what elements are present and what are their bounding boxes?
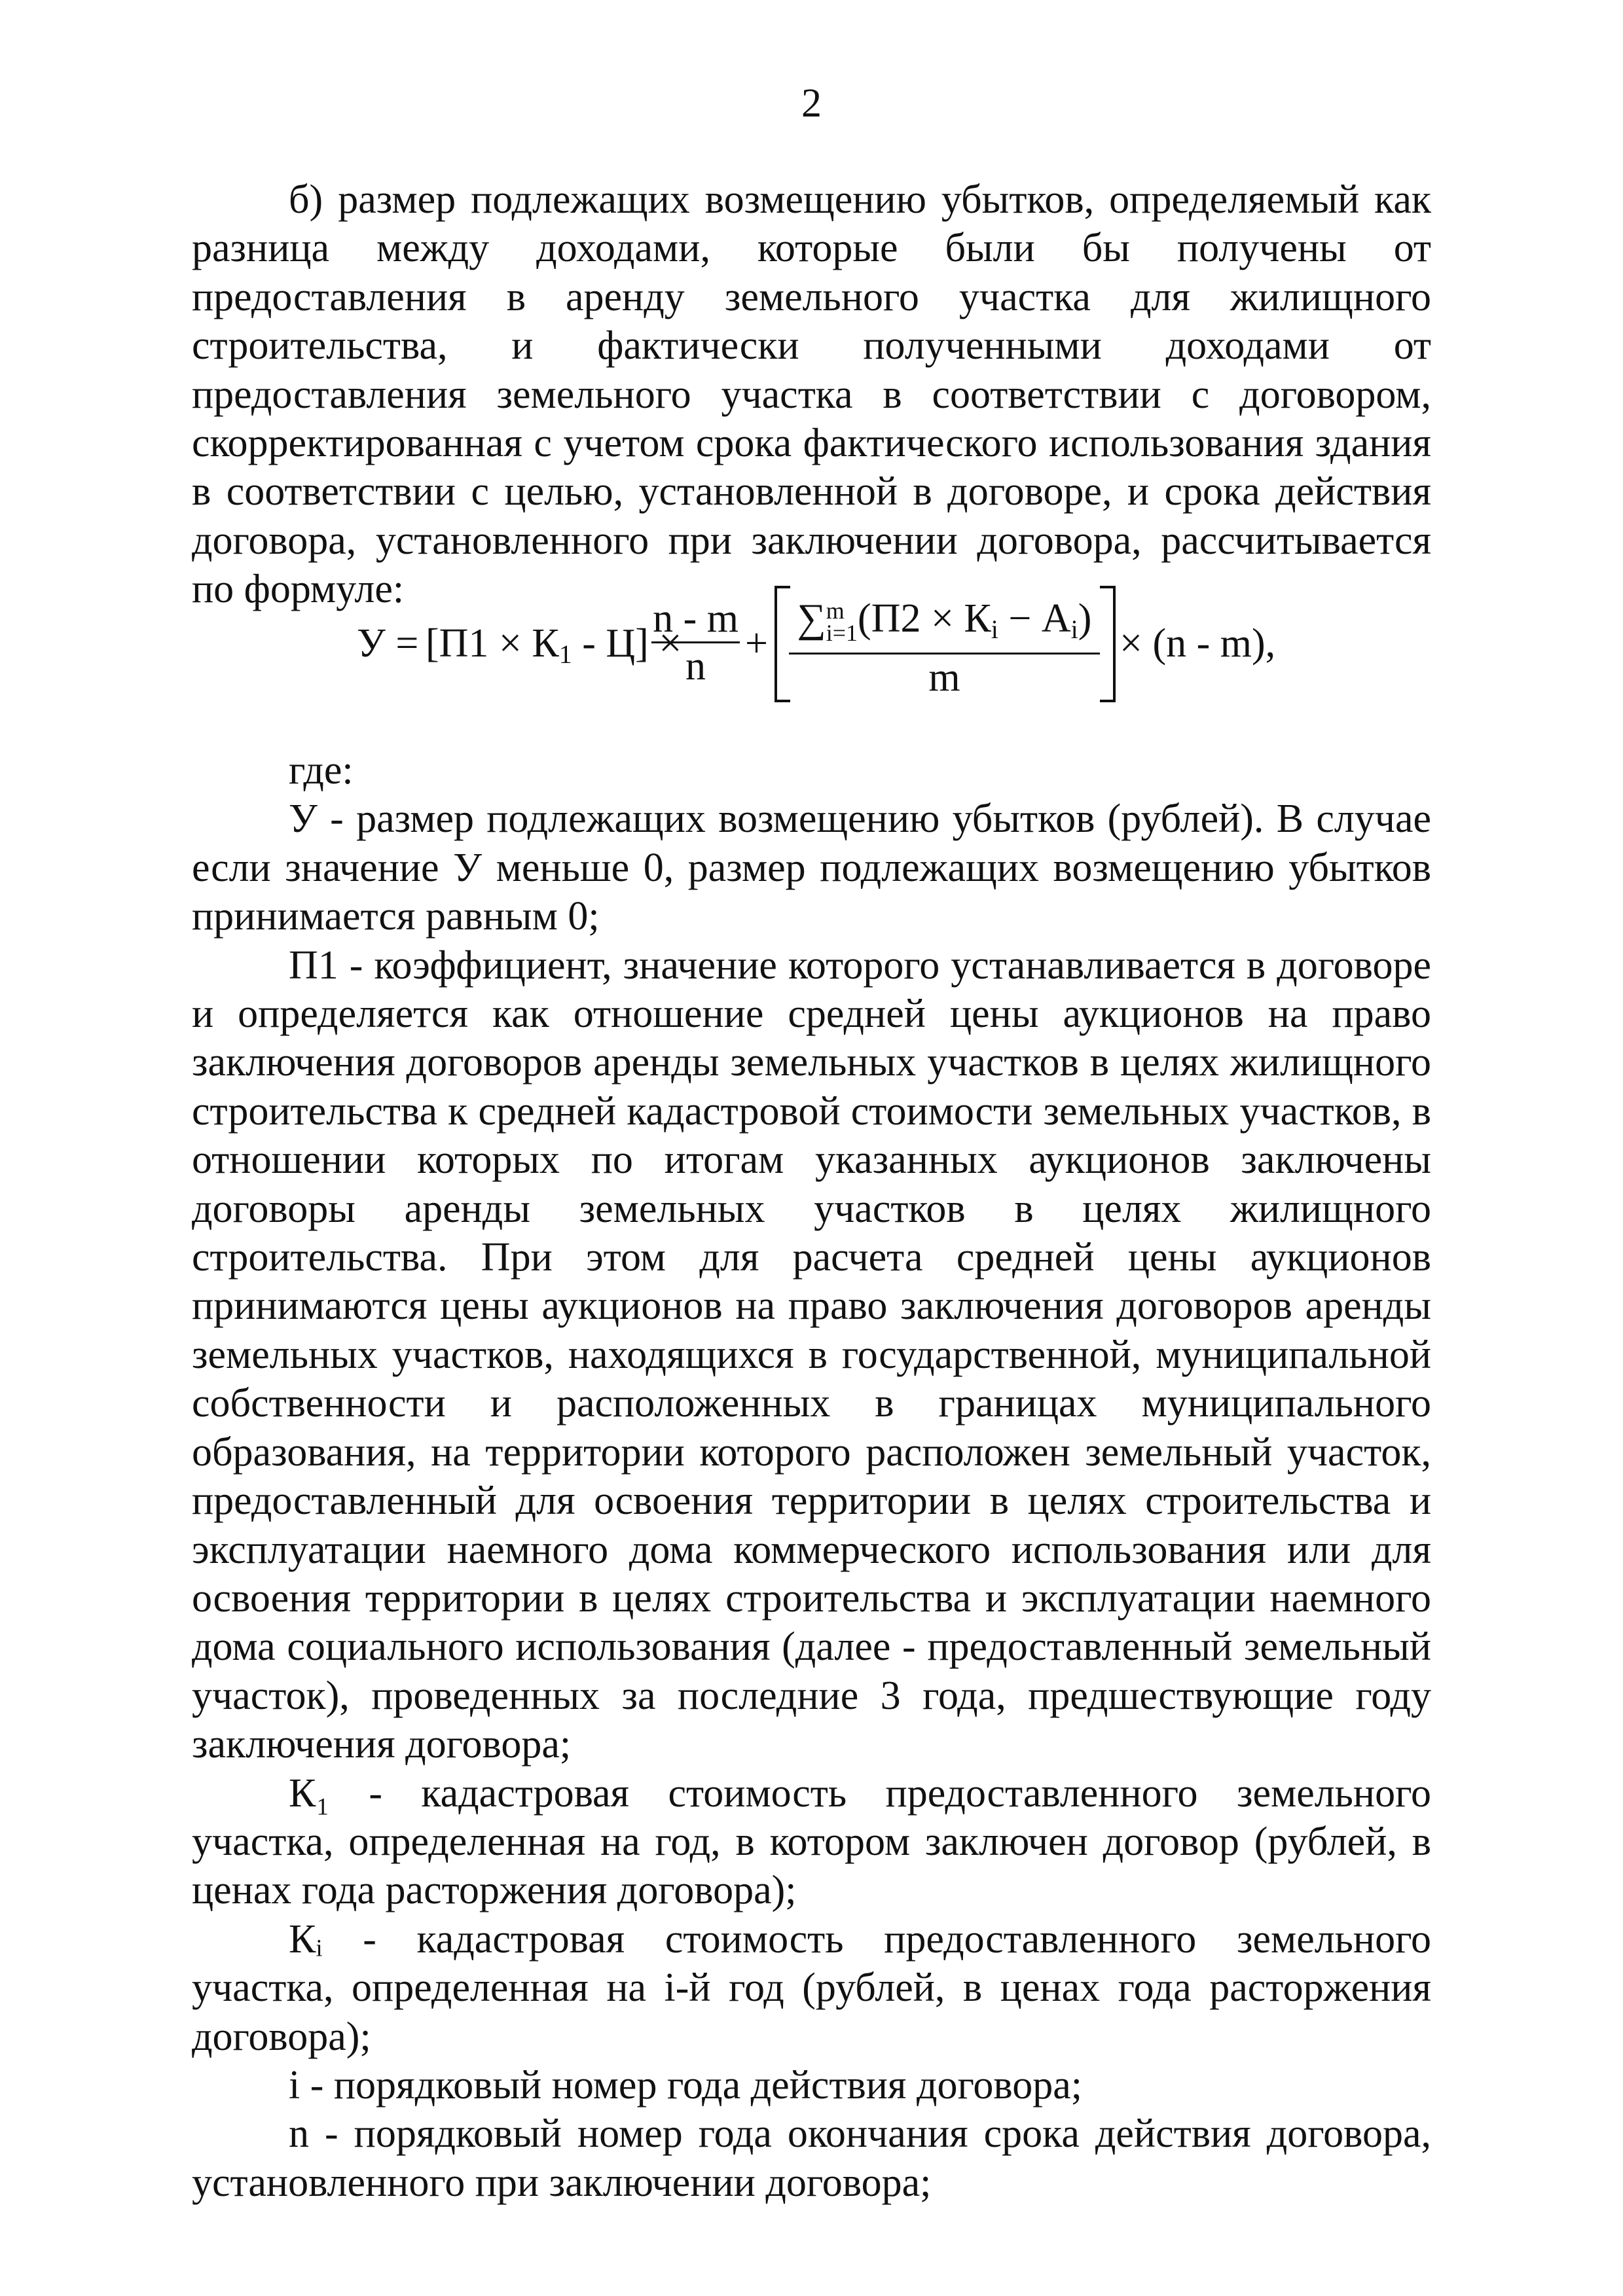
formula-fraction-1 xyxy=(651,596,740,689)
sum-body-close: ) xyxy=(1078,596,1092,641)
sum-upper-limit: m xyxy=(826,598,845,624)
sum-body-open: (П2 × К xyxy=(858,596,991,641)
formula-term1-open: [П1 × К xyxy=(426,621,559,666)
fraction-2-denominator: m xyxy=(928,655,960,700)
page-number: 2 xyxy=(801,81,822,126)
sum-symbol: ∑ xyxy=(797,596,826,641)
formula-lhs: У = xyxy=(357,621,419,666)
paragraph-i: i - порядковый номер года действия договора; xyxy=(289,2062,1082,2108)
paragraph-ki: Кᵢ - кадастровая стоимость предоставленного земельного участка, определенная на i-й год (рублей, в ценах года расторжения договора); xyxy=(192,1916,1431,2059)
formula-term1 xyxy=(426,617,682,681)
fraction-1-numerator: n - m xyxy=(651,596,740,643)
formula-tail: × (n - m), xyxy=(1120,621,1276,666)
paragraph-where: где: xyxy=(289,748,354,793)
formula-plus: + xyxy=(745,621,768,666)
paragraph-n: n - порядковый номер года окончания срока действия договора, установленного при заключении договора; xyxy=(192,2111,1431,2205)
fraction-2-numerator xyxy=(789,596,1100,655)
formula-fraction-2 xyxy=(789,596,1100,700)
paragraph-k1: К₁ - кадастровая стоимость предоставленного земельного участка, определенная на год, в котором заключен договор (рублей, в ценах года расторжения договора); xyxy=(192,1770,1431,1913)
paragraph-u: У - размер подлежащих возмещению убытков (рублей). В случае если значение У меньше 0, размер подлежащих возмещению убытков принимается равным 0; xyxy=(192,797,1431,939)
sum-body-ai-sub: i xyxy=(1070,615,1078,644)
fraction-1-denominator: n xyxy=(685,644,706,689)
sum-body-ki-sub: i xyxy=(991,615,998,644)
definitions-text-block xyxy=(192,746,1431,2207)
intro-paragraph: б) размер подлежащих возмещению убытков, определяемый как разница между доходами, которые были бы получены от предоставления в аренду земельного участка для жилищного строительства, и фактически полученными доходами от предоставления земельного участка в соответствии с договором, скорректированная с учетом срока фактического использования здания в соответствии с целью, установленной в договоре, и срока действия договора, установленного при заключении договора, рассчитывается по формуле: xyxy=(192,177,1431,612)
sum-limits xyxy=(826,600,858,644)
intro-text-block xyxy=(192,175,1431,614)
left-bracket xyxy=(775,586,790,702)
paragraph-p1: П1 - коэффициент, значение которого устанавливается в договоре и определяется как отношение средней цены аукционов на право заключения договоров аренды земельных участков в целях жилищного строительства к средней кадастровой стоимости земельных участков, в отношении которых по итогам указанных аукционов заключены договоры аренды земельных участков в целях жилищного строительства. При этом для расчета средней цены аукционов принимаются цены аукционов на право заключения договоров аренды земельных участков, находящихся в государственной, муниципальной собственности и расположенных в границах муниципального образования, на территории которого расположен земельный участок, предоставленный для освоения территории в целях строительства и эксплуатации наемного дома коммерческого использования или для освоения территории в целях строительства и эксплуатации наемного дома социального использования (далее - предоставленный земельный участок), проведенных за последние 3 года, предшествующие году заключения договора; xyxy=(192,942,1431,1767)
formula-term1-close: - Ц] × xyxy=(572,621,682,666)
right-bracket xyxy=(1100,586,1116,702)
sum-body-mid: − А xyxy=(998,596,1071,641)
formula-term1-sub: 1 xyxy=(558,639,572,669)
sum-lower-limit: i=1 xyxy=(826,620,858,646)
damages-formula xyxy=(0,579,1623,723)
